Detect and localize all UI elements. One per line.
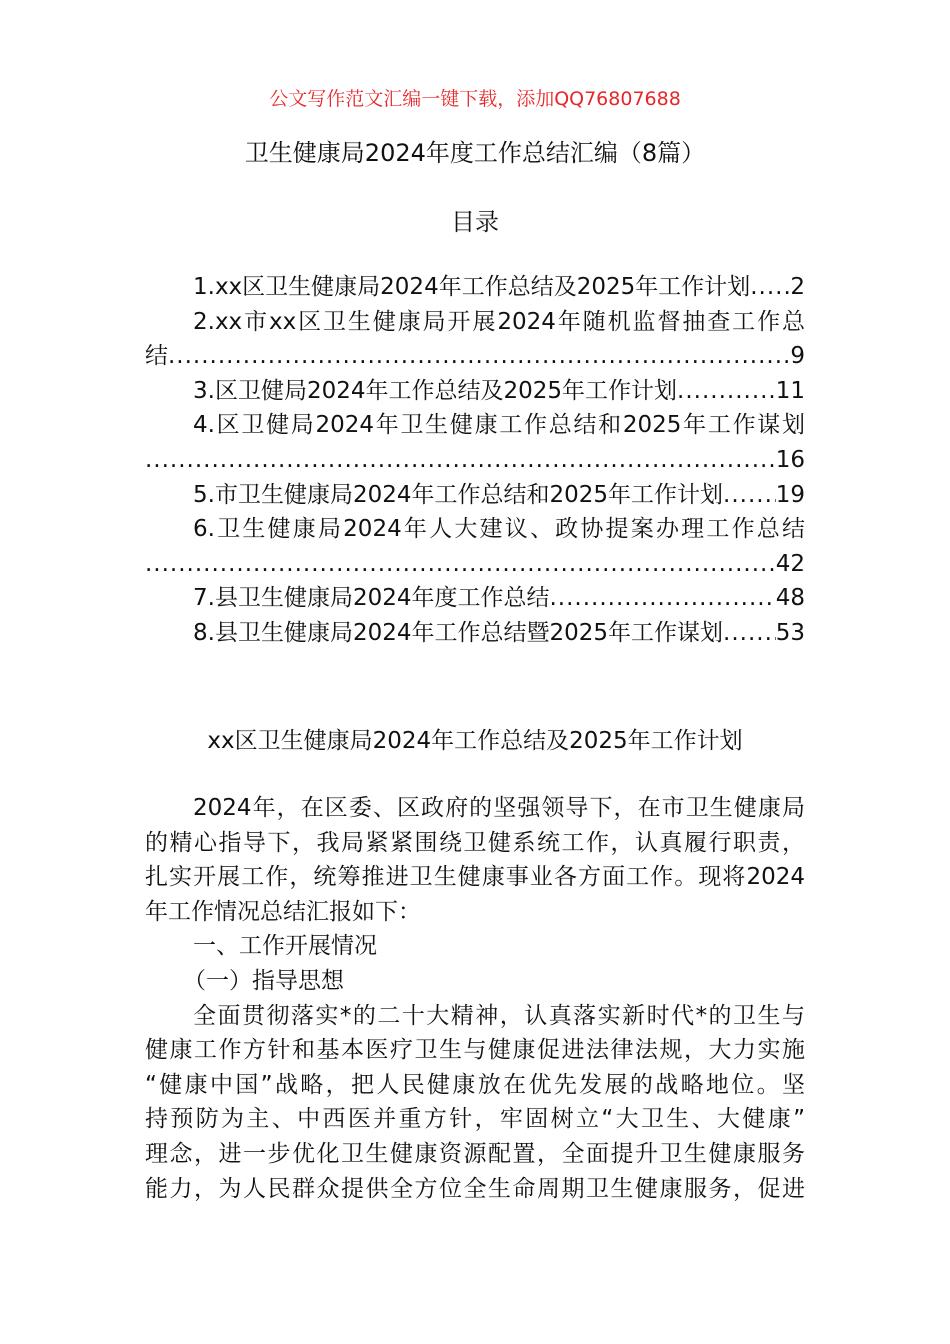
toc-entry[interactable]: [145, 512, 805, 581]
toc-entry[interactable]: [145, 478, 805, 513]
toc-entry[interactable]: [145, 408, 805, 477]
toc-leader-dots: [549, 581, 775, 616]
table-of-contents: [145, 270, 805, 651]
toc-entry[interactable]: [145, 581, 805, 616]
toc-leader-dots: [145, 443, 776, 478]
toc-entry[interactable]: [145, 616, 805, 651]
document-title: 卫生健康局2024年度工作总结汇编（8篇）: [244, 139, 706, 167]
body-line: 持预防为主、中西医并重方针，牢固树立“大卫生、大健康”: [145, 1106, 805, 1133]
section-heading: 一、工作开展情况: [193, 933, 377, 960]
toc-entry-title-cont: 结: [145, 343, 168, 370]
toc-leader-dots: [677, 374, 776, 409]
toc-entry[interactable]: [145, 305, 805, 374]
toc-leader-dots: [723, 616, 776, 651]
toc-page-number: 19: [775, 481, 805, 508]
toc-entry-title: 6.卫生健康局2024年人大建议、政协提案办理工作总结: [193, 516, 805, 543]
body-text: [145, 791, 805, 1206]
toc-page-number: 2: [790, 274, 805, 300]
subsection-heading: （一）指导思想: [183, 967, 344, 994]
toc-entry[interactable]: [145, 374, 805, 409]
body-line: 年工作情况总结汇报如下：: [145, 898, 421, 925]
toc-page-number: 48: [775, 585, 805, 612]
toc-entry-title: 5.市卫生健康局2024年工作总结和2025年工作计划: [193, 481, 724, 508]
toc-entry[interactable]: [145, 270, 805, 305]
body-line: 扎实开展工作，统筹推进卫生健康事业各方面工作。现将2024: [145, 864, 805, 891]
section-title: xx区卫生健康局2024年工作总结及2025年工作计划: [207, 728, 743, 754]
body-line: 2024年，在区委、区政府的坚强领导下，在市卫生健康局: [193, 795, 805, 821]
toc-leader-dots: [145, 547, 776, 582]
download-watermark-link[interactable]: 公文写作范文汇编一键下载，添加QQ76807688: [269, 88, 681, 110]
toc-leader-dots: [750, 270, 790, 305]
toc-page-number: 9: [790, 343, 805, 370]
toc-entry-title: 3.区卫健局2024年工作总结及2025年工作计划: [193, 377, 678, 404]
toc-entry-title: 7.县卫生健康局2024年度工作总结: [193, 585, 550, 612]
toc-entry-title: 1.xx区卫生健康局2024年工作总结及2025年工作计划: [193, 274, 751, 300]
toc-page-number: 53: [775, 619, 805, 646]
body-line: 全面贯彻落实*的二十大精神，认真落实新时代*的卫生与: [193, 1002, 805, 1029]
body-line: 能力，为人民群众提供全方位全生命周期卫生健康服务，促进: [145, 1175, 805, 1202]
body-line: 的精心指导下，我局紧紧围绕卫健系统工作，认真履行职责，: [145, 829, 805, 856]
toc-entry-title: 4.区卫健局2024年卫生健康工作总结和2025年工作谋划: [193, 412, 805, 439]
toc-entry-title: 8.县卫生健康局2024年工作总结暨2025年工作谋划: [193, 619, 724, 646]
toc-leader-dots: [168, 339, 790, 374]
toc-heading: 目录: [451, 208, 499, 236]
toc-entry-title: 2.xx市xx区卫生健康局开展2024年随机监督抽查工作总: [193, 308, 805, 335]
body-line: “健康中国”战略，把人民健康放在优先发展的战略地位。坚: [145, 1071, 805, 1098]
body-line: 理念，进一步优化卫生健康资源配置，全面提升卫生健康服务: [145, 1140, 805, 1167]
toc-page-number: 16: [775, 446, 805, 473]
toc-page-number: 42: [775, 550, 805, 577]
toc-leader-dots: [723, 478, 776, 513]
body-line: 健康工作方针和基本医疗卫生与健康促进法律法规，大力实施: [145, 1037, 805, 1064]
toc-page-number: 11: [775, 377, 805, 404]
